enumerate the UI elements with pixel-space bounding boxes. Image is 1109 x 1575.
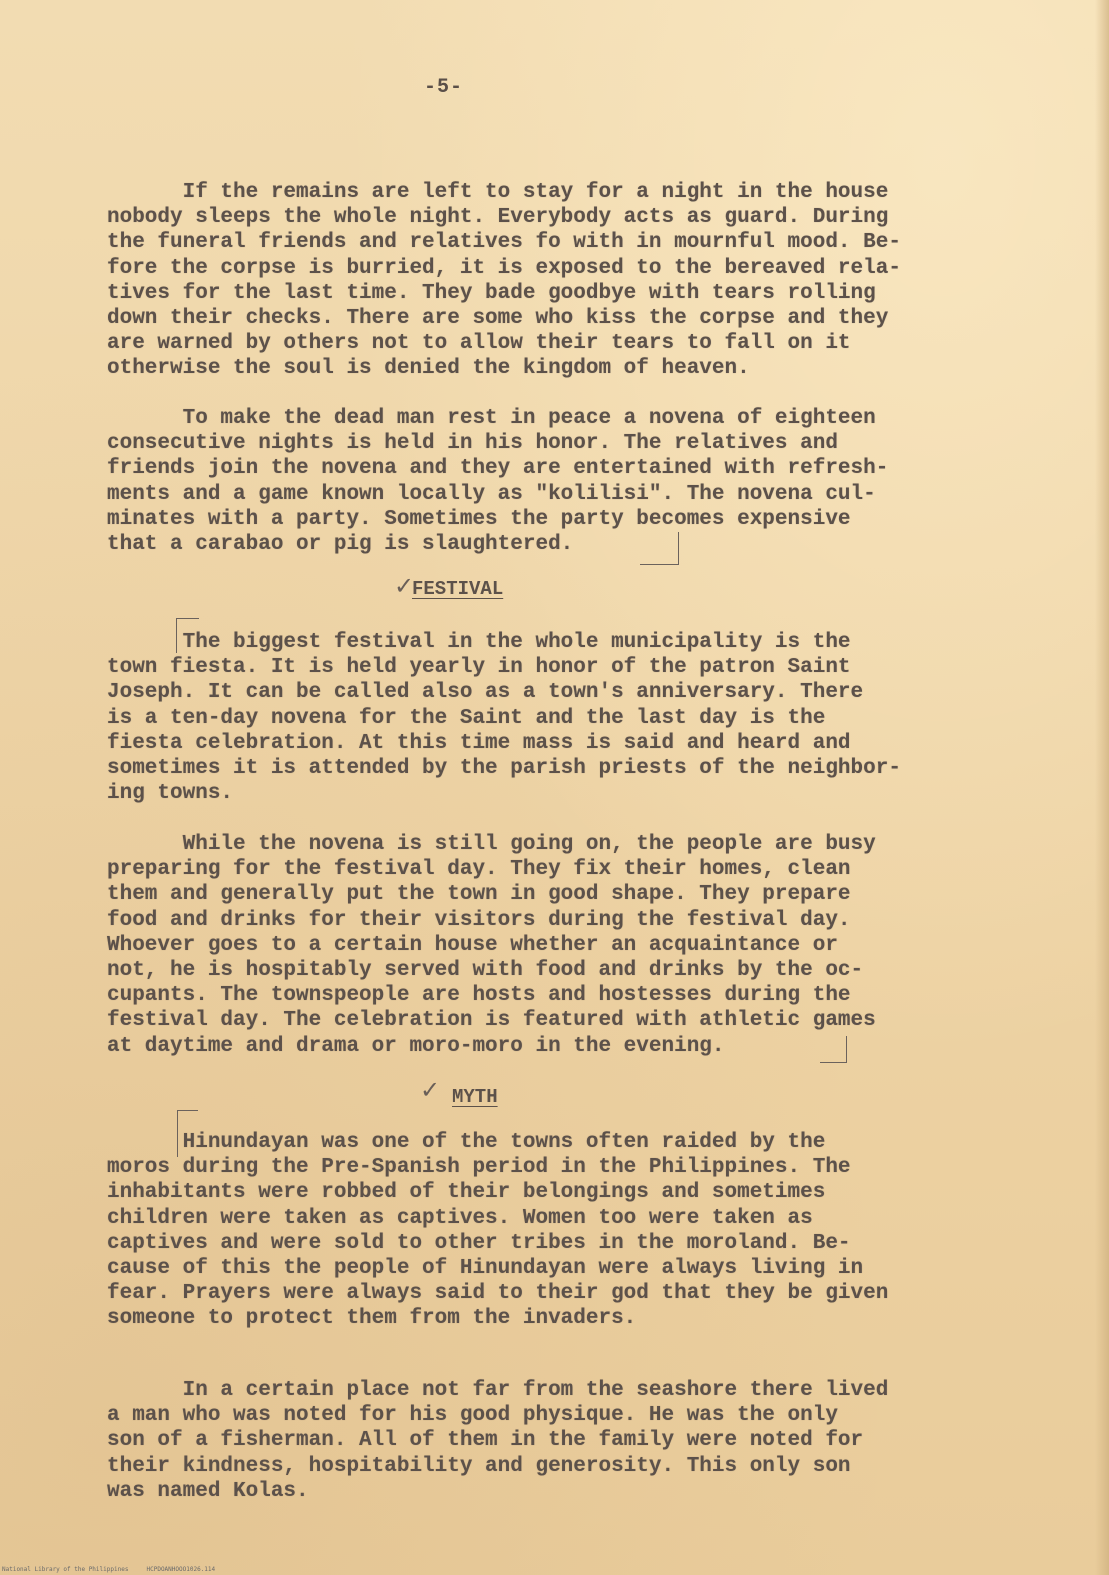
archive-footer: National Library of the Philippines HCPDOANHOOO1026.114	[2, 1566, 216, 1573]
paragraph-funeral-remains: If the remains are left to stay for a night in the house nobody sleeps the whole night. Everybody acts as guard. During the funeral friends and relatives fo with in mournful mood. Be- fore the corpse is burried, it is exposed to the bereaved rela- tives for the last time. They bade goodbye with tears rolling down their checks. There are some who kiss the corpse and they are warned by others not to allow their tears to fall on it otherwise the soul is denied the kingdom of heaven.	[107, 181, 901, 381]
paragraph-myth-kolas: In a certain place not far from the seashore there lived a man who was noted for his good physique. He was the only son of a fisherman. All of them in the family were noted for their kindness, hospitability and generosity. This only son was named Kolas.	[107, 1379, 889, 1503]
bracket-mark-close	[820, 1036, 847, 1063]
heading-myth: MYTH	[452, 1086, 498, 1108]
paragraph-festival: The biggest festival in the whole municipality is the town fiesta. It is held yearly in honor of the patron Saint Joseph. It can be called also as a town's anniversary. There is a ten-day novena for the Saint and the last day is the fiesta celebration. At this time mass is said and heard and sometimes it is attended by the parish priests of the neighbor- ing towns.	[107, 631, 901, 806]
heading-festival: FESTIVAL	[412, 578, 504, 600]
page-number: -5-	[424, 76, 464, 99]
bracket-mark-close	[640, 532, 679, 565]
paragraph-novena: To make the dead man rest in peace a novena of eighteen consecutive nights is held in his honor. The relatives and friends join the novena and they are entertained with refresh- ments and a game known locally as "kolilisi". The novena cul- minates with a party. Sometimes the party becomes expensive that a carabao or pig is slaughtered.	[107, 407, 889, 557]
check-mark-icon: ✓	[420, 1076, 441, 1104]
paragraph-myth-raids: Hinundayan was one of the towns often raided by the moros during the Pre-Spanish period in the Philippines. The inhabitants were robbed of their belongings and sometimes children were taken as captives. Women too were taken as captives and were sold to other tribes in the moroland. Be- cause of this the people of Hinundayan were always living in fear. Prayers were always said to their god that they be given someone to protect them from the invaders.	[107, 1131, 889, 1331]
check-mark-icon: ✓	[394, 572, 415, 600]
paragraph-festival-preparations: While the novena is still going on, the people are busy preparing for the festival day. They fix their homes, clean them and generally put the town in good shape. They prepare food and drinks for their visitors during the festival day. Whoever goes to a certain house whether an acquaintance or not, he is hospitably served with food and drinks by the oc- cupants. The townspeople are hosts and hostesses during the festival day. The celebration is featured with athletic games at daytime and drama or moro-moro in the evening.	[107, 833, 876, 1058]
paper-edge	[1095, 0, 1109, 1575]
